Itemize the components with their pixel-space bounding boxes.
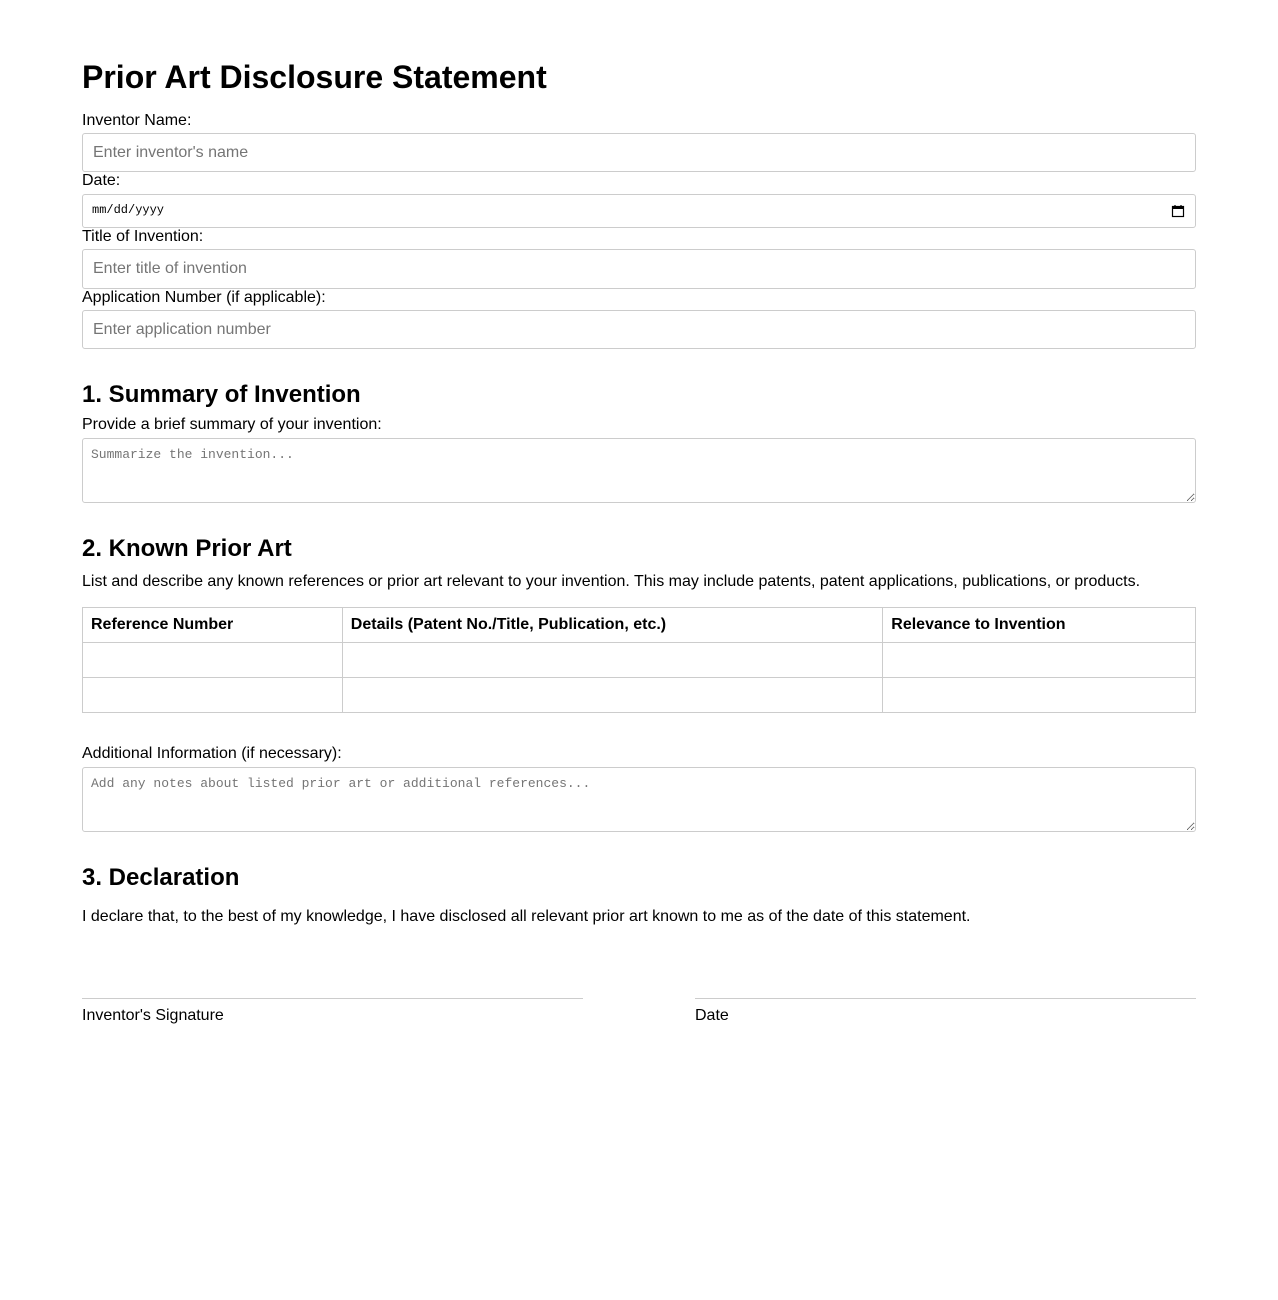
signature-row [82,998,1196,1038]
column-header: Reference Number [83,608,343,643]
additional-info-textarea[interactable] [82,767,1196,832]
prior-art-description: List and describe any known references or prior art relevant to your invention. This may include patents, patent applications, publications, or products. [82,573,1141,590]
date-label: Date: [82,172,121,189]
table-cell[interactable] [83,678,343,713]
inventor-name-label: Inventor Name: [82,112,192,129]
signature-line[interactable] [82,998,583,999]
additional-info-label: Additional Information (if necessary): [82,745,342,762]
summary-textarea[interactable] [82,438,1196,503]
table-row [83,643,1196,678]
application-number-input[interactable] [82,310,1196,349]
table-header-row [83,608,1196,643]
application-number-label: Application Number (if applicable): [82,289,326,306]
date-input[interactable] [82,194,1196,228]
table-row [83,678,1196,713]
column-header: Relevance to Invention [883,608,1196,643]
prior-art-table [82,607,1196,713]
table-cell[interactable] [883,643,1196,678]
section-heading-declaration: 3. Declaration [82,864,240,891]
declaration-statement: I declare that, to the best of my knowledge, I have disclosed all relevant prior art known to me as of the date of this statement. [82,908,971,925]
signature-date-line[interactable] [695,998,1196,999]
table-cell[interactable] [83,643,343,678]
section-heading-prior-art: 2. Known Prior Art [82,535,292,562]
section-heading-summary: 1. Summary of Invention [82,381,361,408]
signature-date-block [695,998,1196,1025]
signature-label: Inventor's Signature [82,1007,224,1024]
inventor-name-input[interactable] [82,133,1196,172]
signature-date-label: Date [695,1007,729,1024]
table-cell[interactable] [883,678,1196,713]
signature-block [82,998,583,1025]
disclosure-form [82,0,1196,1038]
invention-title-label: Title of Invention: [82,228,204,245]
summary-prompt: Provide a brief summary of your invention: [82,416,382,433]
column-header: Details (Patent No./Title, Publication, etc.) [342,608,882,643]
table-cell[interactable] [342,643,882,678]
date-placeholder: mm/dd/yyyy [92,203,165,217]
invention-title-input[interactable] [82,249,1196,289]
table-cell[interactable] [342,678,882,713]
calendar-icon[interactable] [1171,204,1185,218]
page-title: Prior Art Disclosure Statement [82,59,547,95]
